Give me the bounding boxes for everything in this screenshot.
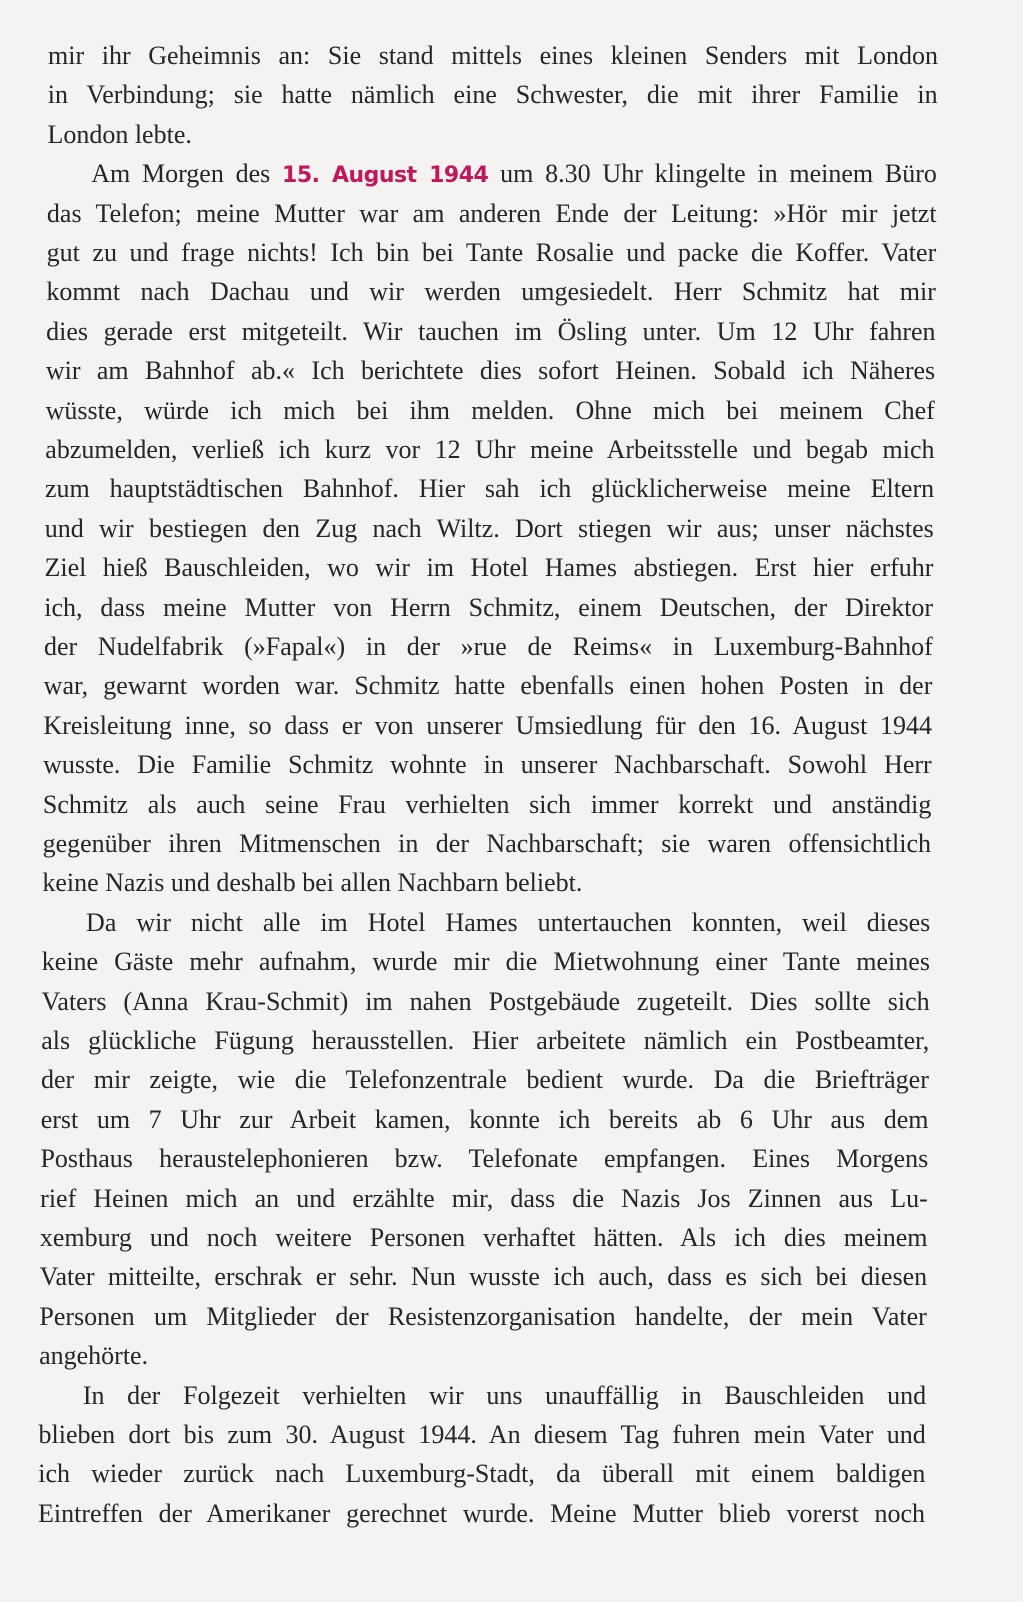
text-line: dies gerade erst mitgeteilt. Wir tauchen im Ösling unter. Um 12 Uhr fahren [46, 316, 936, 346]
text-line: angehörte. [39, 1341, 149, 1371]
text-line: Vaters (Anna Krau-Schmit) im nahen Postgebäude zugeteilt. Dies sollte sich [41, 986, 930, 1016]
text-line: der Nudelfabrik (»Fapal«) in der »rue de Reims« in Luxemburg-Bahnhof [43, 632, 933, 661]
text-line: In der Folgezeit verhielten wir uns unauffällig in Bauschleiden und [82, 1380, 927, 1410]
text-line: Kreisleitung inne, so dass er von unserer Umsiedlung für den 16. August 1944 [43, 710, 933, 740]
text-line: war, gewarnt worden war. Schmitz hatte ebenfalls einen hohen Posten in der [43, 671, 933, 701]
text-line: Da wir nicht alle im Hotel Hames untertauchen konnten, weil dieses [86, 907, 931, 937]
text-line: Posthaus heraustelephonieren bzw. Telefonate empfangen. Eines Morgens [40, 1144, 929, 1174]
text-line: gut zu und frage nichts! Ich bin bei Tante Rosalie und packe die Koffer. Vater [46, 238, 937, 267]
text-line: wüsste, würde ich mich bei ihm melden. Ohne mich bei meinem Chef [45, 395, 935, 425]
text-line: ich wieder zurück nach Luxemburg-Stadt, da überall mit einem baldigen [38, 1459, 926, 1489]
text-segment: um 8.30 Uhr klingelte in meinem Büro [488, 159, 937, 189]
text-line: keine Gäste mehr aufnahm, wurde mir die Mietwohnung einer Tante meines [41, 947, 930, 977]
text-line: der mir zeigte, wie die Telefonzentrale bedient wurde. Da die Briefträger [40, 1065, 929, 1095]
text-line: und wir bestiegen den Zug nach Wiltz. Dort stiegen wir aus; unser nächstes [44, 513, 934, 543]
text-line: Ziel hieß Bauschleiden, wo wir im Hotel Hames abstiegen. Erst hier erfuhr [44, 553, 934, 583]
text-line: keine Nazis und deshalb bei allen Nachbarn beliebt. [42, 868, 583, 898]
text-line [47, 154, 937, 193]
text-segment: Am Morgen des [91, 159, 283, 189]
text-line: Vater mitteilte, erschrak er sehr. Nun wusste ich auch, dass es sich bei diesen [39, 1262, 928, 1292]
highlighted-date: 15. August 1944 [282, 163, 489, 189]
text-line: Eintreffen der Amerikaner gerechnet wurde. Meine Mutter blieb vorerst noch [38, 1498, 926, 1528]
text-line: gegenüber ihren Mitmenschen in der Nachbarschaft; sie waren offensichtlich [42, 829, 931, 858]
text-line: als glückliche Fügung herausstellen. Hier arbeitete nämlich ein Postbeamter, [41, 1026, 930, 1055]
text-line: erst um 7 Uhr zur Arbeit kamen, konnte ich bereits ab 6 Uhr aus dem [40, 1104, 929, 1134]
text-line: abzumelden, verließ ich kurz vor 12 Uhr meine Arbeitsstelle und begab mich [45, 435, 935, 464]
text-line: Personen um Mitglieder der Resistenzorganisation handelte, der mein Vater [39, 1301, 927, 1331]
text-line: zum hauptstädtischen Bahnhof. Hier sah ich glücklicherweise meine Eltern [45, 474, 935, 504]
text-line: rief Heinen mich an und erzählte mir, dass die Nazis Jos Zinnen aus Lu- [40, 1183, 928, 1213]
text-line: xemburg und noch weitere Personen verhaftet hätten. Als ich dies meinem [39, 1223, 928, 1252]
text-line: mir ihr Geheimnis an: Sie stand mittels eines kleinen Senders mit London [48, 41, 938, 70]
text-line: blieben dort bis zum 30. August 1944. An diesem Tag fuhren mein Vater und [38, 1420, 926, 1449]
text-line: Schmitz als auch seine Frau verhielten sich immer korrekt und anständig [42, 789, 932, 819]
text-line: in Verbindung; sie hatte nämlich eine Schwester, die mit ihrer Familie in [47, 80, 938, 110]
text-line: das Telefon; meine Mutter war am anderen Ende der Leitung: »Hör mir jetzt [46, 198, 937, 228]
text-line: ich, dass meine Mutter von Herrn Schmitz, einem Deutschen, der Direktor [44, 592, 934, 622]
text-line: wir am Bahnhof ab.« Ich berichtete dies sofort Heinen. Sobald ich Näheres [45, 356, 936, 386]
text-line: London lebte. [47, 119, 192, 149]
text-line: wusste. Die Familie Schmitz wohnte in unserer Nachbarschaft. Sowohl Herr [43, 750, 932, 780]
text-line: kommt nach Dachau und wir werden umgesiedelt. Herr Schmitz hat mir [46, 277, 936, 307]
